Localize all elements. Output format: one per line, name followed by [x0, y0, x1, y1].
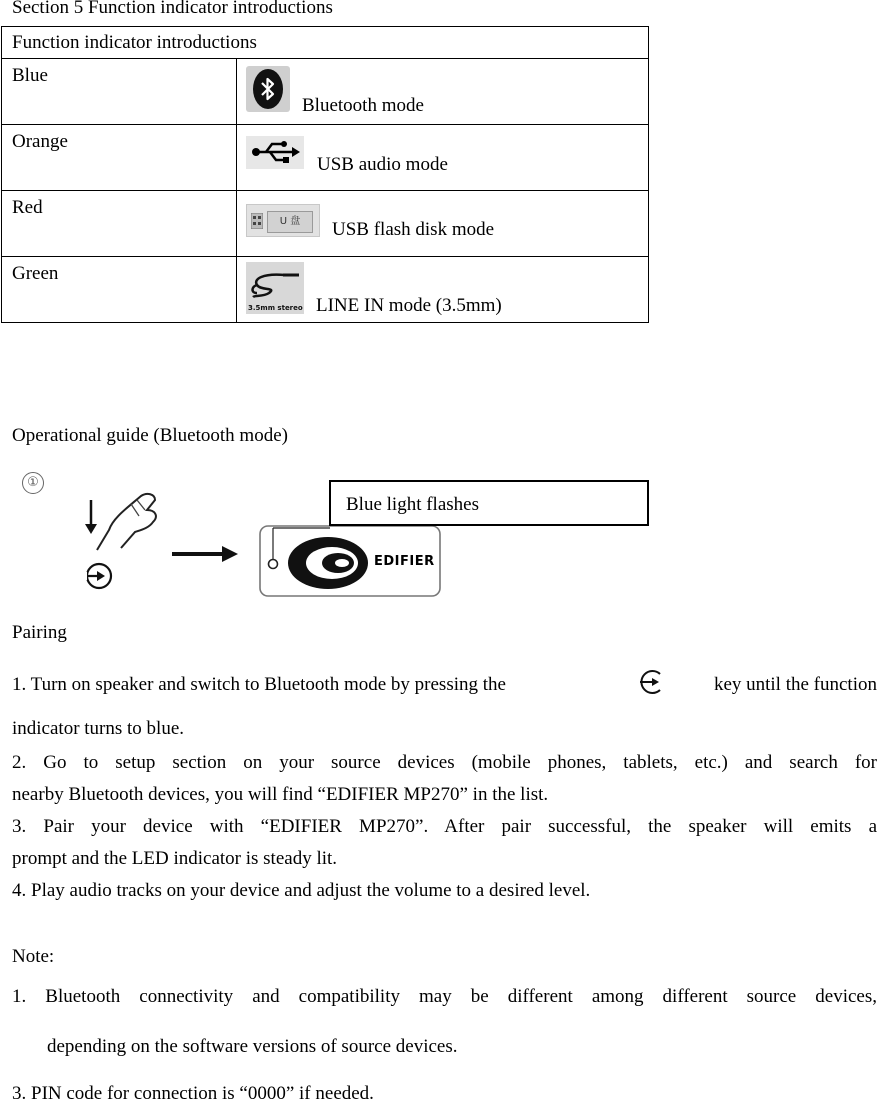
callout-box: [329, 480, 649, 526]
table-row: [2, 125, 649, 191]
indicator-color: Blue: [12, 65, 48, 86]
pairing-title: Pairing: [12, 622, 67, 643]
table-row: [2, 191, 649, 257]
pairing-step-3: 3. Pair your device with “EDIFIER MP270”. After pair successful, the speaker will emits a: [12, 816, 877, 837]
pairing-step-3-cont: prompt and the LED indicator is steady lit.: [12, 848, 338, 869]
bluetooth-icon: [246, 66, 290, 112]
arrow-right-icon: [172, 545, 240, 563]
hand-press-icon: [75, 488, 165, 593]
audio-cable-icon-text: 3.5mm stereo: [248, 304, 303, 312]
mode-label: USB flash disk mode: [332, 219, 495, 240]
pairing-step-2-cont: nearby Bluetooth devices, you will find “EDIFIER MP270” in the list.: [12, 784, 549, 805]
pairing-step-2: 2. Go to setup section on your source devices (mobile phones, tablets, etc.) and search for: [12, 752, 877, 773]
pairing-step-4: 4. Play audio tracks on your device and adjust the volume to a desired level.: [12, 880, 591, 901]
usb-icon: [246, 136, 304, 169]
usb-disk-icon: [246, 204, 320, 237]
usb-disk-icon-text: U 盘: [267, 211, 313, 233]
mode-label: LINE IN mode (3.5mm): [316, 295, 502, 316]
function-indicator-table: [1, 26, 649, 323]
indicator-color: Orange: [12, 131, 68, 152]
mode-label: Bluetooth mode: [302, 95, 424, 116]
indicator-color: Green: [12, 263, 59, 284]
step-number: ①: [22, 472, 44, 494]
guide-title: Operational guide (Bluetooth mode): [12, 425, 288, 446]
table-row: [2, 59, 649, 125]
pairing-step-1-cont: indicator turns to blue.: [12, 718, 185, 739]
mode-label: USB audio mode: [317, 154, 448, 175]
section-title: Section 5 Function indicator introductions: [12, 0, 333, 18]
edifier-logo-text: EDIFIER: [374, 554, 435, 569]
indicator-color: Red: [12, 197, 43, 218]
table-row: [2, 257, 649, 323]
table-header: Function indicator introductions: [2, 27, 649, 59]
callout-text: Blue light flashes: [346, 494, 479, 515]
source-key-icon: [632, 668, 668, 696]
audio-cable-icon: [246, 262, 304, 314]
pairing-step-1: 1. Turn on speaker and switch to Bluetooth mode by pressing the key until the function: [12, 674, 877, 700]
note-item-3: 3. PIN code for connection is “0000” if needed.: [12, 1083, 374, 1104]
note-item-1: 1. Bluetooth connectivity and compatibility may be different among different source devices,: [12, 986, 877, 1007]
note-item-1-cont: depending on the software versions of source devices.: [47, 1036, 458, 1057]
note-title: Note:: [12, 946, 55, 967]
